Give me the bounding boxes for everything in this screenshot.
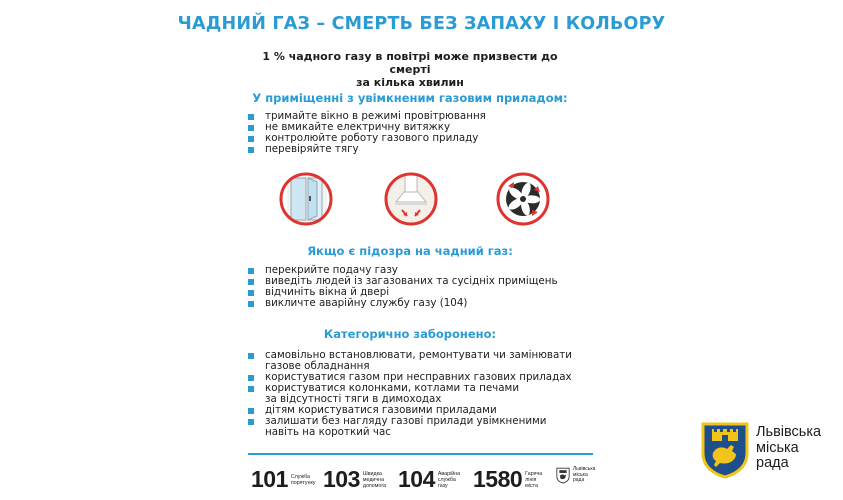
hotline-104 (398, 466, 460, 493)
logo-text-line: міська (756, 439, 799, 456)
hotline-1580 (473, 466, 542, 493)
hotline-number: 103 (323, 466, 360, 492)
footer-city-logo-text (573, 467, 595, 484)
hotline-label-line: міста (525, 482, 538, 489)
city-council-name (756, 425, 821, 472)
list-item: тримайте вікно в режимі провітрювання (248, 111, 486, 122)
hotline-label-line: порятунку (290, 479, 316, 486)
list-item-line: користуватися газом при несправних газових приладах (265, 371, 572, 383)
list-item-line: залишати без нагляду газові прилади увімкненими (265, 415, 547, 427)
hotline-label (525, 471, 542, 489)
list-item: викличте аварійну службу газу (104) (248, 298, 558, 309)
list-item: перекрийте подачу газу (248, 265, 558, 276)
hotline-label (438, 471, 460, 489)
section-heading-appliance: У приміщенні з увімкненим газовим приладом: (252, 91, 568, 105)
hotline-label (291, 474, 316, 486)
hotline-label-line: лінія (525, 476, 537, 483)
coat-of-arms-icon (556, 467, 570, 484)
logo-text-line: Львівська (756, 424, 822, 440)
logo-text-line: міська (573, 471, 588, 478)
section-heading-suspicion: Якщо є підозра на чадний газ: (307, 244, 513, 258)
logo-text-line: рада (756, 455, 789, 471)
list-item: контролюйте роботу газового приладу (248, 133, 486, 144)
list-item-line: користуватися колонками, котлами та печами (265, 382, 520, 394)
list-item (248, 350, 572, 372)
hotline-number: 104 (398, 466, 435, 492)
subtitle-line-1: 1 % чадного газу в повітрі може призвести до смерті (262, 50, 558, 76)
suspicion-actions-list (248, 265, 558, 309)
list-item-line: дітям користуватися газовими приладами (265, 404, 497, 416)
list-item (248, 416, 572, 438)
section-heading-prohibited: Категорично заборонено: (323, 327, 497, 341)
subtitle-line-2: за кілька хвилин (356, 76, 464, 89)
footer-city-logo (556, 467, 595, 484)
list-item: перевіряйте тягу (248, 144, 486, 155)
footer-divider (248, 453, 593, 455)
list-item: відчиніть вікна й двері (248, 287, 558, 298)
hotline-103 (323, 466, 386, 493)
window-open-icon (277, 170, 335, 228)
logo-text-line: Львівська (573, 466, 596, 473)
list-item (248, 383, 572, 405)
list-item-line: газове обладнання (265, 360, 370, 372)
hotline-number: 101 (251, 466, 288, 492)
logo-text-line: рада (573, 477, 585, 484)
list-item-line: за відсутності тяги в димоходах (265, 393, 442, 405)
hotline-label-line: Швидка (362, 470, 382, 477)
poster-subtitle (240, 50, 580, 89)
lviv-coat-of-arms-icon (700, 421, 750, 479)
hotline-label-line: служба (437, 476, 456, 483)
list-item-line: самовільно встановлювати, ремонтувати чи замінювати (265, 349, 572, 361)
list-item-line: навіть на короткий час (265, 426, 391, 438)
prohibited-list (248, 350, 572, 438)
hotline-label-line: Аварійна (437, 470, 461, 477)
list-item: виведіть людей із загазованих та сусідніх приміщень (248, 276, 558, 287)
list-item: не вмикайте електричну витяжку (248, 122, 486, 133)
hotline-101 (251, 466, 316, 493)
hotline-label-line: Гаряча (525, 470, 543, 477)
appliance-tips-list (248, 111, 486, 155)
hotline-label-line: медична (362, 476, 385, 483)
poster-title: ЧАДНИЙ ГАЗ – СМЕРТЬ БЕЗ ЗАПАХУ І КОЛЬОРУ (177, 14, 666, 34)
hotline-label-line: Служба (290, 473, 310, 480)
hotline-label (363, 471, 386, 489)
exhaust-fan-icon (494, 170, 552, 228)
hotline-number: 1580 (473, 466, 523, 492)
hotline-label-line: допомога (362, 482, 387, 489)
kitchen-hood-icon (382, 170, 440, 228)
hotline-label-line: газу (437, 482, 448, 489)
